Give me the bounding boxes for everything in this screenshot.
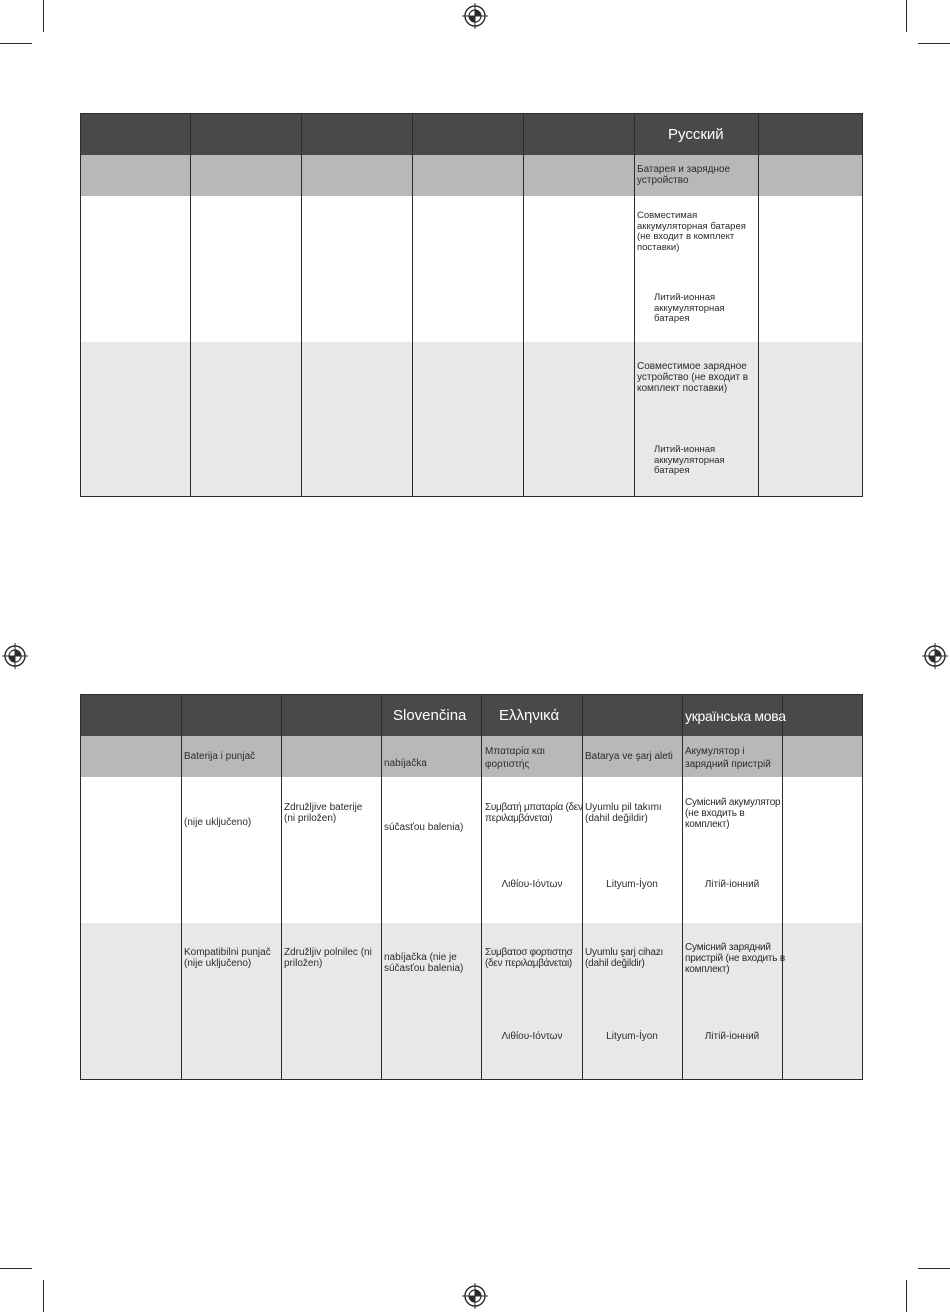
slovenian-battery-cell: Združljive baterije (ni priložen)	[284, 802, 363, 824]
crop-mark-tl-horizontal	[0, 43, 32, 44]
bottom-divider	[281, 695, 282, 1079]
registration-mark-right-icon	[922, 643, 948, 669]
croatian-battery-cell: (nije uključeno)	[184, 817, 252, 828]
greek-battery-type: Λιθίου-Ιόντων	[501, 879, 563, 890]
top-table	[80, 113, 863, 497]
crop-mark-tl-vertical	[43, 0, 44, 32]
top-divider	[412, 114, 413, 496]
crop-mark-tr-vertical	[906, 0, 907, 32]
crop-mark-bl-horizontal	[0, 1268, 32, 1269]
bottom-table	[80, 694, 863, 1080]
turkish-charger-type: Lityum-İyon	[606, 1031, 658, 1042]
bottom-divider	[782, 695, 783, 1079]
top-divider	[301, 114, 302, 496]
croatian-charger-cell: Kompatibilni punjač (nije uključeno)	[184, 947, 271, 969]
russian-battery-cell: Совместимая аккумуляторная батарея (не входит в комплект поставки)	[637, 210, 746, 253]
ukrainian-subheader: Акумулятор і зарядний пристрій	[685, 746, 771, 770]
greek-charger-cell: Συμβατοσ φορτιστησ (δεν περιλαμβάνεται)	[485, 947, 573, 969]
registration-mark-top-icon	[462, 3, 488, 29]
greek-charger-type: Λιθίου-Ιόντων	[501, 1031, 563, 1042]
slovak-battery-cell: súčasťou balenia)	[384, 822, 464, 833]
russian-battery-type: Литий-ионная аккумуляторная батарея	[654, 292, 725, 324]
registration-mark-bottom-icon	[462, 1283, 488, 1309]
croatian-subheader: Baterija i punjač	[184, 751, 256, 762]
bottom-divider	[381, 695, 382, 1079]
slovak-header: Slovenčina	[393, 707, 467, 724]
ukrainian-charger-type: Літій-іонний	[704, 1031, 760, 1042]
turkish-subheader: Batarya ve şarj aleti	[585, 751, 673, 762]
crop-mark-bl-vertical	[43, 1280, 44, 1312]
turkish-battery-cell: Uyumlu pil takımı (dahil değildir)	[585, 802, 662, 824]
russian-header: Русский	[668, 126, 724, 143]
russian-charger-type: Литий-ионная аккумуляторная батарея	[654, 444, 725, 476]
turkish-charger-cell: Uyumlu şarj cihazı (dahil değildir)	[585, 947, 664, 969]
russian-subheader: Батарея и зарядное устройство	[637, 164, 731, 186]
greek-header: Ελληνικά	[499, 707, 560, 724]
ukrainian-battery-type: Літій-іонний	[704, 879, 760, 890]
top-divider	[634, 114, 635, 496]
top-header-band	[81, 114, 862, 155]
slovak-charger-cell: nabíjačka (nie je súčasťou balenia)	[384, 952, 464, 974]
ukrainian-charger-cell: Сумісний зарядний пристрій (не входить в комплект)	[685, 942, 785, 975]
slovak-subheader: nabíjačka	[384, 758, 427, 769]
crop-mark-br-vertical	[906, 1280, 907, 1312]
bottom-divider	[181, 695, 182, 1079]
greek-subheader: Μπαταρία και φορτιστής	[485, 746, 545, 770]
crop-mark-br-horizontal	[918, 1268, 950, 1269]
crop-mark-tr-horizontal	[918, 43, 950, 44]
top-divider	[190, 114, 191, 496]
ukrainian-header: українська мова	[685, 708, 786, 724]
registration-mark-left-icon	[2, 643, 28, 669]
ukrainian-battery-cell: Сумісний акумулятор (не входить в комплект)	[685, 797, 781, 830]
turkish-battery-type: Lityum-İyon	[606, 879, 658, 890]
slovenian-charger-cell: Združljiv polnilec (ni priložen)	[284, 947, 372, 969]
greek-battery-cell: Συμβατή μπαταρία (δεν περιλαμβάνεται)	[485, 802, 583, 824]
top-divider	[523, 114, 524, 496]
russian-charger-cell: Совместимое зарядное устройство (не входит в комплект поставки)	[637, 361, 749, 394]
